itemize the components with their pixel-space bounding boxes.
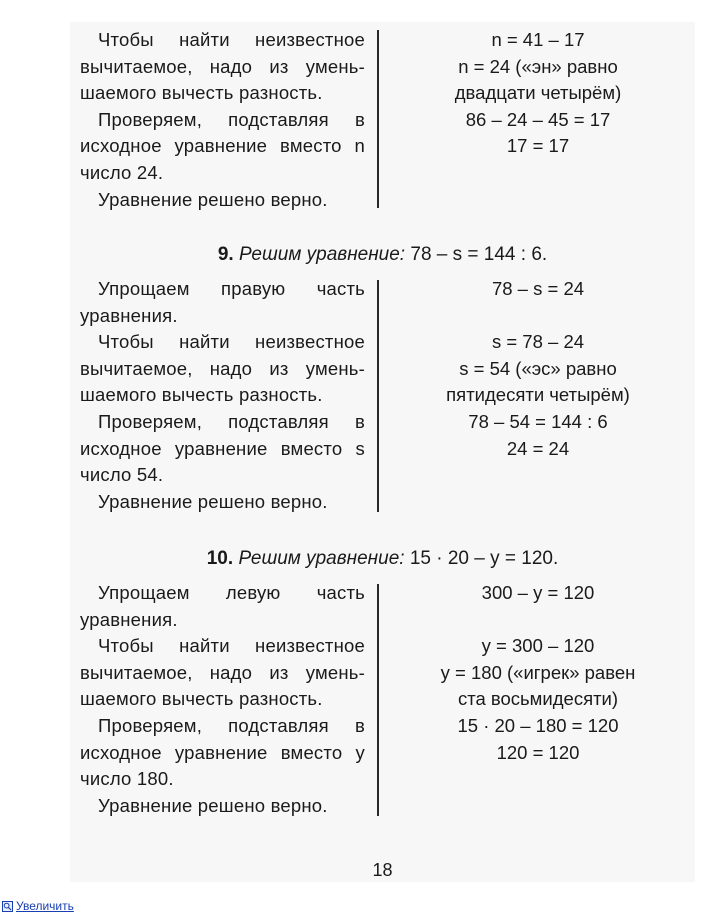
solution-line: двадцати четырём)	[454, 82, 622, 104]
column-divider	[377, 280, 379, 512]
explanation-paragraph: Чтобы найти неизвестное вычитаемое, надо из умень-шаемого вычесть разность.	[80, 29, 365, 104]
explanation-paragraph: Проверяем, подставляя в исходное уравнение вместо n число 24.	[80, 108, 365, 183]
solution-column	[388, 27, 688, 160]
explanation-column	[80, 580, 365, 819]
explanation-column	[80, 276, 365, 515]
solution-line: пятидесяти четырём)	[446, 384, 630, 406]
problem-label: Решим уравнение:	[238, 548, 405, 569]
column-divider	[377, 584, 379, 816]
solution-line: ста восьмидесяти)	[457, 688, 619, 710]
explanation-paragraph: Упрощаем правую часть уравнения.	[80, 278, 365, 326]
solution-column	[388, 580, 688, 766]
textbook-page	[70, 22, 695, 882]
explanation-paragraph: Уравнение решено верно.	[98, 188, 328, 210]
explanation-paragraph: Упрощаем левую часть уравнения.	[80, 582, 365, 630]
solution-line: s = 54 («эс» равно	[459, 357, 617, 379]
solution-line: 24 = 24	[506, 437, 570, 459]
page-number: 18	[372, 860, 393, 880]
explanation-paragraph: Уравнение решено верно.	[98, 490, 328, 512]
solution-line: n = 24 («эн» равно	[458, 55, 618, 77]
solution-line: 120 = 120	[496, 741, 580, 763]
problem-10-heading	[70, 548, 695, 570]
solution-line: 78 – s = 24	[491, 278, 585, 299]
zoom-link[interactable]	[2, 899, 74, 913]
explanation-paragraph: Чтобы найти неизвестное вычитаемое, надо из умень-шаемого вычесть разность.	[80, 635, 365, 710]
explanation-paragraph: Чтобы найти неизвестное вычитаемое, надо из умень-шаемого вычесть разность.	[80, 331, 365, 406]
solution-line: s = 78 – 24	[491, 331, 585, 353]
solution-line: n = 41 – 17	[491, 29, 585, 50]
explanation-paragraph: Уравнение решено верно.	[98, 794, 328, 816]
solution-column	[388, 276, 688, 462]
solution-line: 300 – y = 120	[481, 582, 595, 603]
solution-line	[388, 607, 688, 634]
problem-equation: 78 – s = 144 : 6.	[410, 244, 548, 265]
zoom-link-label: Увеличить	[16, 899, 74, 913]
solution-line: y = 300 – 120	[481, 635, 595, 657]
problem-9-heading	[70, 244, 695, 266]
explanation-paragraph: Проверяем, подставляя в исходное уравнение вместо y число 180.	[80, 714, 365, 790]
problem-number: 9.	[217, 244, 234, 265]
explanation-column	[80, 27, 365, 213]
explanation-paragraph: Проверяем, подставляя в исходное уравнение вместо s число 54.	[80, 410, 365, 486]
problem-label: Решим уравнение:	[238, 244, 406, 265]
zoom-icon	[2, 901, 13, 912]
solution-line: 15 · 20 – 180 = 120	[457, 714, 619, 736]
column-divider	[377, 30, 379, 208]
solution-line: 17 = 17	[506, 135, 570, 157]
solution-line: 78 – 54 = 144 : 6	[468, 410, 608, 432]
solution-line: y = 180 («игрек» равен	[440, 661, 636, 683]
solution-line: 86 – 24 – 45 = 17	[465, 108, 611, 130]
solution-line	[388, 303, 688, 330]
problem-equation: 15 · 20 – y = 120.	[409, 548, 559, 569]
problem-number: 10.	[206, 548, 234, 569]
